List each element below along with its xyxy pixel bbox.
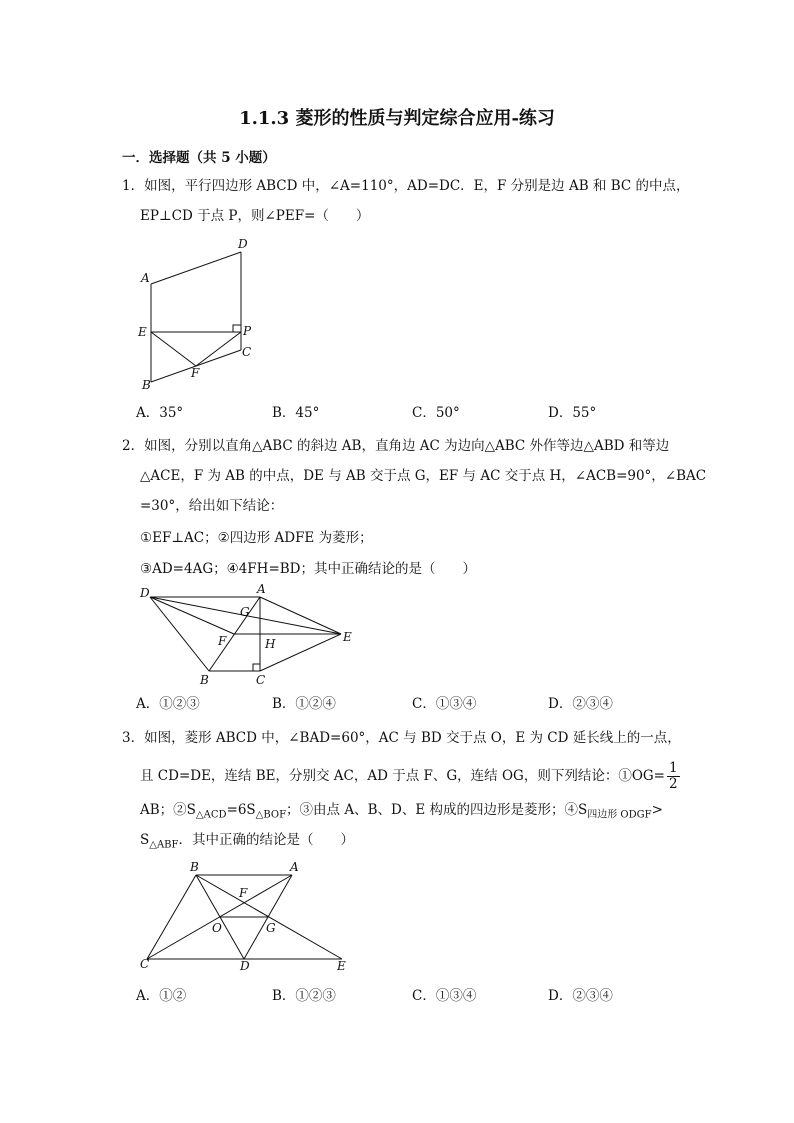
q2-label-D: D xyxy=(140,586,150,600)
q2-text-line2: △ACE，F 为 AB 的中点，DE 与 AB 交于点 G，EF 与 AC 交于点 H，∠ACB=90°，∠BAC xyxy=(140,468,707,484)
q3-label-O: O xyxy=(212,921,222,935)
q2-label-C: C xyxy=(256,673,266,687)
q3-label-E: E xyxy=(337,959,346,973)
q3-text-line3 xyxy=(140,800,663,826)
q1-figure xyxy=(130,232,270,392)
q3-sub-odgf: 四边形 ODGF xyxy=(587,809,652,821)
q3-segment-BE xyxy=(196,875,342,959)
q1-label-B: B xyxy=(142,378,151,392)
q1-option-b[interactable]: B．45° xyxy=(272,405,320,421)
q1-segment-AD xyxy=(151,252,241,284)
q2-text-line4: ①EF⊥AC；②四边形 ADFE 为菱形； xyxy=(140,530,373,546)
q2-option-c[interactable]: C．①③④ xyxy=(412,696,477,712)
q1-text-line2: EP⊥CD 于点 P，则∠PEF=（ ） xyxy=(140,208,370,224)
q2-segment-DF xyxy=(150,597,234,634)
q2-segment-DB xyxy=(150,597,209,671)
q2-option-b[interactable]: B．①②④ xyxy=(272,696,336,712)
q1-label-C: C xyxy=(242,345,252,359)
q3-sub-bof: △BOF xyxy=(255,809,287,821)
q3-option-c[interactable]: C．①③④ xyxy=(412,988,477,1004)
q3-sub-abf: △ABF xyxy=(149,839,179,851)
q2-label-B: B xyxy=(200,673,209,687)
q3-label-G: G xyxy=(266,921,276,935)
page-title: 1.1.3 菱形的性质与判定综合应用-练习 xyxy=(239,108,555,129)
q3-option-b[interactable]: B．①②③ xyxy=(272,988,336,1004)
q3-line3-b: =6S xyxy=(226,802,256,818)
q3-label-F: F xyxy=(239,886,248,900)
q3-segment-CA xyxy=(147,875,292,959)
q3-sub-acd: △ACD xyxy=(195,809,227,821)
q2-figure xyxy=(130,580,360,692)
q3-text-line1: 3．如图，菱形 ABCD 中，∠BAD=60°，AC 与 BD 交于点 O，E 为 CD 延长线上的一点， xyxy=(122,730,681,746)
q3-fraction-denominator: 2 xyxy=(668,776,678,792)
q1-text-line1: 1．如图，平行四边形 ABCD 中，∠A=110°，AD=DC．E，F 分别是边 AB 和 BC 的中点， xyxy=(122,178,690,194)
q3-label-B: B xyxy=(190,860,199,874)
q3-fraction-half xyxy=(667,761,680,792)
q3-line3-a: AB；②S xyxy=(140,802,196,818)
q2-option-a[interactable]: A．①②③ xyxy=(136,696,200,712)
q2-text-line1: 2．如图，分别以直角△ABC 的斜边 AB，直角边 AC 为边向△ABC 外作等边△ABD 和等边 xyxy=(122,438,670,454)
q1-segment-FP xyxy=(196,332,241,366)
q2-option-d[interactable]: D．②③④ xyxy=(548,696,613,712)
q3-line3-d: > xyxy=(651,802,663,818)
q3-label-D: D xyxy=(240,959,250,973)
q1-option-d[interactable]: D．55° xyxy=(548,405,597,421)
q3-line4-a: S xyxy=(140,832,150,848)
q2-text-line3: =30°，给出如下结论： xyxy=(140,498,284,514)
q1-label-D: D xyxy=(238,237,248,251)
q3-label-A: A xyxy=(290,860,299,874)
q2-label-G: G xyxy=(240,605,250,619)
q3-text-line4 xyxy=(140,830,354,856)
q2-label-E: E xyxy=(343,630,352,644)
q3-line2-text: 且 CD=DE，连结 BE，分别交 AC，AD 于点 F、G，连结 OG，则下列结论：①OG= xyxy=(140,768,665,784)
q3-text-line2 xyxy=(140,758,682,794)
q1-label-A: A xyxy=(141,271,150,285)
q2-label-H: H xyxy=(265,637,276,651)
q2-label-F: F xyxy=(218,634,227,648)
q3-label-C: C xyxy=(140,957,150,971)
q3-line4-b: ．其中正确的结论是（ ） xyxy=(178,832,354,848)
q3-figure xyxy=(132,858,362,976)
q3-option-a[interactable]: A．①② xyxy=(136,988,187,1004)
q1-segment-EF xyxy=(151,332,196,366)
q1-right-angle-mark xyxy=(233,325,241,332)
q3-option-d[interactable]: D．②③④ xyxy=(548,988,613,1004)
section-heading: 一．选择题（共 5 小题） xyxy=(122,150,276,166)
q2-label-A: A xyxy=(257,582,266,596)
q1-option-a[interactable]: A．35° xyxy=(136,405,184,421)
q3-line3-c: ；③由点 A、B、D、E 构成的四边形是菱形；④S xyxy=(286,802,588,818)
q1-label-E: E xyxy=(138,325,147,339)
q2-segment-AE xyxy=(260,597,341,634)
q2-right-angle-mark xyxy=(253,664,260,671)
q2-text-line5: ③AD=4AG；④4FH=BD；其中正确结论的是（ ） xyxy=(140,561,476,577)
q3-fraction-numerator: 1 xyxy=(668,760,678,776)
q1-option-c[interactable]: C．50° xyxy=(412,405,460,421)
q1-label-F: F xyxy=(191,366,200,380)
q1-label-P: P xyxy=(243,324,252,338)
q3-segment-BC xyxy=(147,875,196,959)
